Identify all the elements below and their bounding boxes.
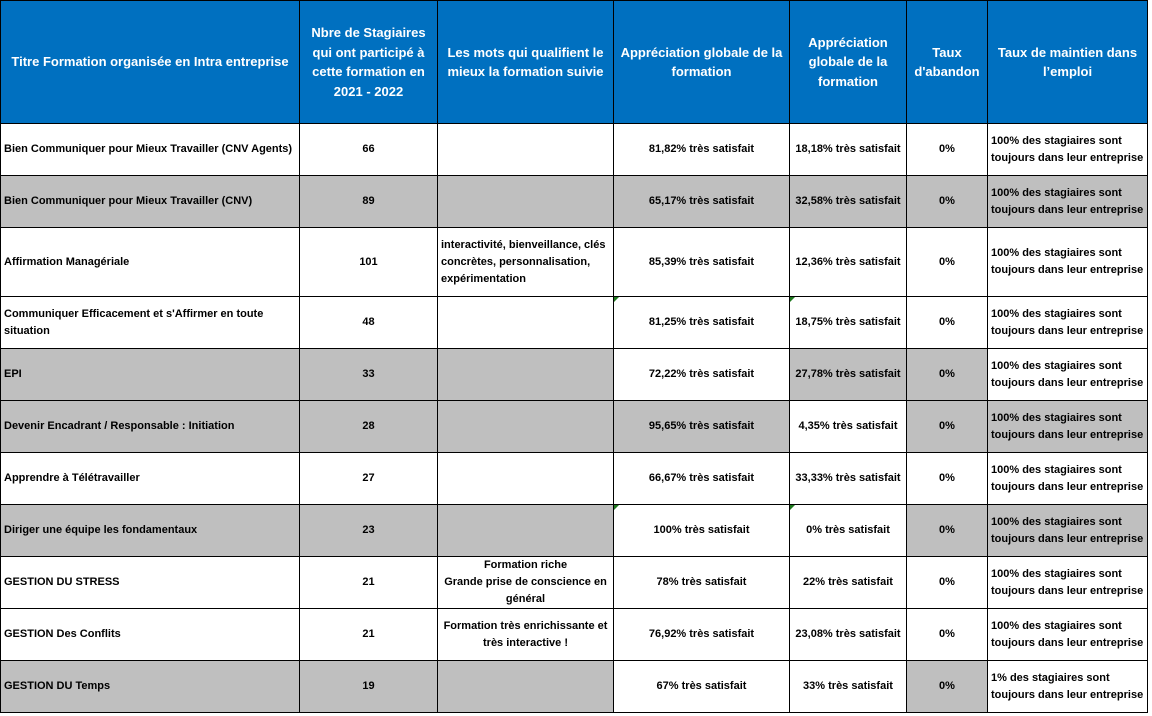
cell-title[interactable]: Communiquer Efficacement et s'Affirmer en toute situation: [1, 297, 300, 349]
cell-nbre[interactable]: 23: [300, 505, 438, 557]
cell-title[interactable]: GESTION DU Temps: [1, 661, 300, 713]
cell-appr1[interactable]: 81,82% très satisfait: [614, 124, 790, 176]
cell-title[interactable]: Diriger une équipe les fondamentaux: [1, 505, 300, 557]
cell-mots[interactable]: Formation très enrichissante et très interactive !: [438, 609, 614, 661]
cell-title[interactable]: Bien Communiquer pour Mieux Travailler (CNV Agents): [1, 124, 300, 176]
cell-mots[interactable]: [438, 661, 614, 713]
cell-title[interactable]: Devenir Encadrant / Responsable : Initiation: [1, 401, 300, 453]
table-row: [1, 176, 1148, 228]
cell-nbre[interactable]: 101: [300, 228, 438, 297]
cell-mots[interactable]: [438, 297, 614, 349]
cell-appr2[interactable]: 18,18% très satisfait: [790, 124, 907, 176]
table-row: [1, 349, 1148, 401]
header-title[interactable]: Titre Formation organisée en Intra entreprise: [1, 1, 300, 124]
cell-title[interactable]: Apprendre à Télétravailler: [1, 453, 300, 505]
table-row: [1, 453, 1148, 505]
table-row: [1, 401, 1148, 453]
header-maintien[interactable]: Taux de maintien dans l’emploi: [988, 1, 1148, 124]
table-row: [1, 228, 1148, 297]
cell-appr1[interactable]: 66,67% très satisfait: [614, 453, 790, 505]
cell-appr2[interactable]: 33% très satisfait: [790, 661, 907, 713]
cell-abandon[interactable]: 0%: [907, 297, 988, 349]
cell-appr1[interactable]: 76,92% très satisfait: [614, 609, 790, 661]
cell-mots[interactable]: [438, 124, 614, 176]
cell-nbre[interactable]: 21: [300, 557, 438, 609]
cell-mots[interactable]: [438, 505, 614, 557]
table-row: [1, 557, 1148, 609]
cell-mots[interactable]: Formation riche Grande prise de conscience en général: [438, 557, 614, 609]
cell-maintien[interactable]: 100% des stagiaires sont toujours dans leur entreprise: [988, 297, 1148, 349]
cell-abandon[interactable]: 0%: [907, 124, 988, 176]
cell-appr1[interactable]: 65,17% très satisfait: [614, 176, 790, 228]
header-mots[interactable]: Les mots qui qualifient le mieux la formation suivie: [438, 1, 614, 124]
cell-maintien[interactable]: 100% des stagiaires sont toujours dans leur entreprise: [988, 401, 1148, 453]
cell-mots[interactable]: [438, 401, 614, 453]
cell-maintien[interactable]: 100% des stagiaires sont toujours dans leur entreprise: [988, 228, 1148, 297]
table-row: [1, 297, 1148, 349]
cell-title[interactable]: Affirmation Managériale: [1, 228, 300, 297]
cell-nbre[interactable]: 48: [300, 297, 438, 349]
header-appr1[interactable]: Appréciation globale de la formation: [614, 1, 790, 124]
header-appr2[interactable]: Appréciation globale de la formation: [790, 1, 907, 124]
cell-nbre[interactable]: 89: [300, 176, 438, 228]
cell-appr2[interactable]: 12,36% très satisfait: [790, 228, 907, 297]
cell-maintien[interactable]: 100% des stagiaires sont toujours dans leur entreprise: [988, 176, 1148, 228]
cell-nbre[interactable]: 66: [300, 124, 438, 176]
cell-nbre[interactable]: 27: [300, 453, 438, 505]
cell-nbre[interactable]: 19: [300, 661, 438, 713]
cell-appr2[interactable]: 27,78% très satisfait: [790, 349, 907, 401]
cell-appr2[interactable]: 18,75% très satisfait: [790, 297, 907, 349]
table-row: [1, 661, 1148, 713]
cell-appr1[interactable]: 78% très satisfait: [614, 557, 790, 609]
cell-appr1[interactable]: 72,22% très satisfait: [614, 349, 790, 401]
cell-appr1[interactable]: 67% très satisfait: [614, 661, 790, 713]
cell-abandon[interactable]: 0%: [907, 176, 988, 228]
cell-abandon[interactable]: 0%: [907, 505, 988, 557]
cell-maintien[interactable]: 100% des stagiaires sont toujours dans leur entreprise: [988, 609, 1148, 661]
cell-maintien[interactable]: 100% des stagiaires sont toujours dans leur entreprise: [988, 124, 1148, 176]
cell-abandon[interactable]: 0%: [907, 401, 988, 453]
cell-maintien[interactable]: 100% des stagiaires sont toujours dans leur entreprise: [988, 453, 1148, 505]
cell-abandon[interactable]: 0%: [907, 609, 988, 661]
cell-maintien[interactable]: 100% des stagiaires sont toujours dans leur entreprise: [988, 557, 1148, 609]
table-row: [1, 609, 1148, 661]
cell-title[interactable]: Bien Communiquer pour Mieux Travailler (CNV): [1, 176, 300, 228]
cell-appr2[interactable]: 4,35% très satisfait: [790, 401, 907, 453]
cell-title[interactable]: GESTION DU STRESS: [1, 557, 300, 609]
cell-appr1[interactable]: 85,39% très satisfait: [614, 228, 790, 297]
cell-mots[interactable]: [438, 453, 614, 505]
cell-appr2[interactable]: 33,33% très satisfait: [790, 453, 907, 505]
table-row: [1, 505, 1148, 557]
cell-nbre[interactable]: 21: [300, 609, 438, 661]
cell-maintien[interactable]: 1% des stagiaires sont toujours dans leur entreprise: [988, 661, 1148, 713]
table-row: [1, 124, 1148, 176]
cell-abandon[interactable]: 0%: [907, 349, 988, 401]
cell-mots[interactable]: [438, 176, 614, 228]
cell-nbre[interactable]: 28: [300, 401, 438, 453]
cell-appr2[interactable]: 32,58% très satisfait: [790, 176, 907, 228]
cell-maintien[interactable]: 100% des stagiaires sont toujours dans leur entreprise: [988, 505, 1148, 557]
header-nbre[interactable]: Nbre de Stagiaires qui ont participé à cette formation en 2021 - 2022: [300, 1, 438, 124]
cell-abandon[interactable]: 0%: [907, 453, 988, 505]
header-abandon[interactable]: Taux d'abandon: [907, 1, 988, 124]
cell-title[interactable]: GESTION Des Conflits: [1, 609, 300, 661]
header-row: [1, 1, 1148, 124]
cell-abandon[interactable]: 0%: [907, 228, 988, 297]
cell-nbre[interactable]: 33: [300, 349, 438, 401]
cell-abandon[interactable]: 0%: [907, 661, 988, 713]
cell-maintien[interactable]: 100% des stagiaires sont toujours dans leur entreprise: [988, 349, 1148, 401]
cell-appr1[interactable]: 100% très satisfait: [614, 505, 790, 557]
cell-mots[interactable]: interactivité, bienveillance, clés concrètes, personnalisation, expérimentation: [438, 228, 614, 297]
cell-appr2[interactable]: 22% très satisfait: [790, 557, 907, 609]
cell-abandon[interactable]: 0%: [907, 557, 988, 609]
cell-appr2[interactable]: 23,08% très satisfait: [790, 609, 907, 661]
cell-appr1[interactable]: 95,65% très satisfait: [614, 401, 790, 453]
cell-title[interactable]: EPI: [1, 349, 300, 401]
cell-appr2[interactable]: 0% très satisfait: [790, 505, 907, 557]
cell-appr1[interactable]: 81,25% très satisfait: [614, 297, 790, 349]
cell-mots[interactable]: [438, 349, 614, 401]
